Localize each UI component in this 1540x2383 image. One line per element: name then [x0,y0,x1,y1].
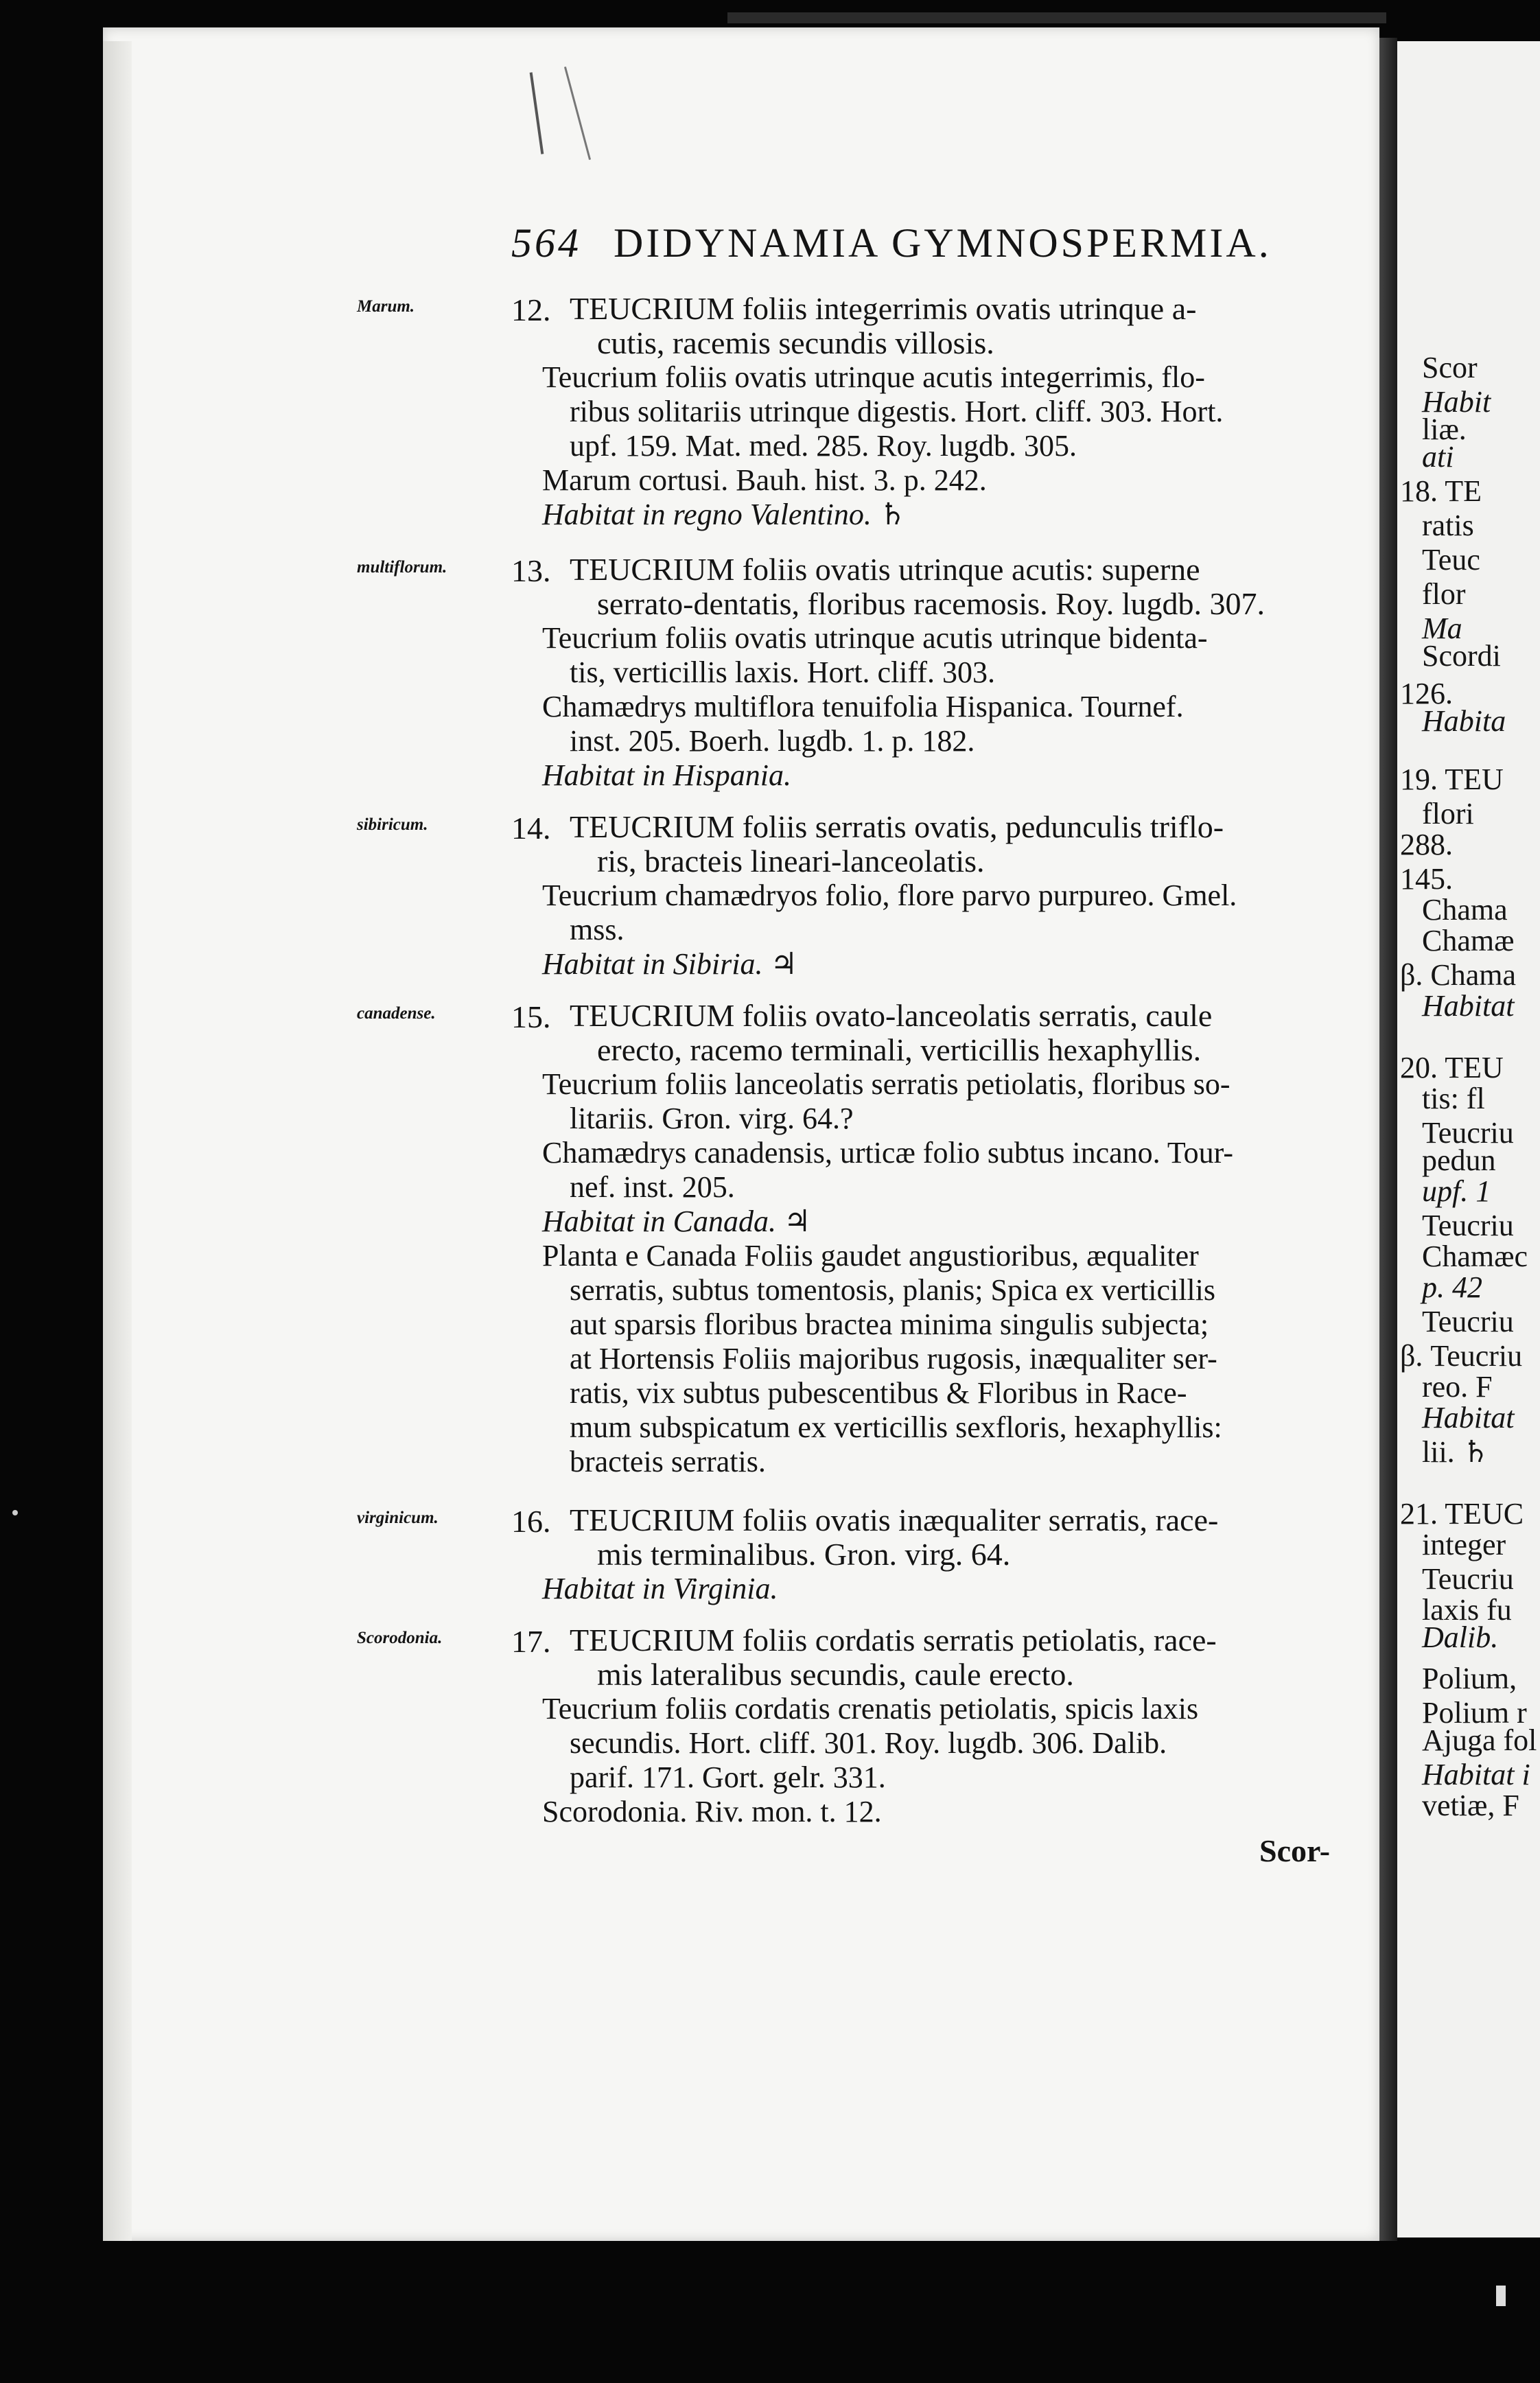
next-page-line: laxis fu [1422,1593,1512,1627]
entry-number: 13. [511,553,551,588]
next-page-line: Scordi [1422,639,1501,673]
running-head [511,220,1335,267]
next-page-line: Habitat [1422,1401,1515,1434]
margin-species-name: Marum. [357,297,415,316]
next-page-line: p. 42 [1422,1270,1482,1304]
next-page-line: Chamæc [1422,1240,1528,1273]
speck [12,1510,18,1515]
synonym-line: nef. inst. 205. [570,1170,735,1204]
diagnosis-line: ris, bracteis lineari-lanceolatis. [597,844,985,879]
next-page-line: Teucriu [1422,1562,1514,1596]
page-number: 564 [511,220,581,266]
next-page-line: 19. TEU [1400,763,1504,796]
next-page-line: β. Chama [1400,958,1517,992]
synonym-line: Scorodonia. Riv. mon. t. 12. [542,1795,882,1828]
synonym-line: at Hortensis Foliis majoribus rugosis, inæqualiter ser- [570,1342,1217,1375]
diagnosis-line: cutis, racemis secundis villosis. [597,325,994,360]
next-page-line: 126. [1400,677,1453,710]
next-page-line: vetiæ, F [1422,1789,1519,1822]
next-page-line: Dalib. [1422,1620,1499,1654]
speck [1496,2286,1506,2306]
next-page-line: Ma [1422,612,1462,645]
next-page-line: reo. F [1422,1370,1493,1404]
book-gutter [1379,38,1397,2241]
top-edge-strip [727,12,1386,23]
next-page-line: Teuc [1422,543,1480,577]
next-page-fragment [1397,41,1540,2237]
next-page-line: Scor [1422,351,1478,384]
entry-number: 15. [511,999,551,1034]
next-page-line: Teucriu [1422,1305,1514,1338]
synonym-line: Habitat in regno Valentino. ♄ [542,498,907,531]
next-page-line: Habitat [1422,989,1515,1023]
synonym-line: tis, verticillis laxis. Hort. cliff. 303. [570,655,995,689]
page-edge [103,41,132,2241]
entry-number: 12. [511,292,551,327]
synonym-line: bracteis serratis. [570,1445,766,1478]
next-page-line: Ajuga fol [1422,1723,1537,1757]
next-page-line: ratis [1422,509,1474,542]
entry-number: 17. [511,1624,551,1659]
synonym-line: Chamædrys multiflora tenuifolia Hispanica. Tournef. [542,690,1184,723]
next-page-line: Teucriu [1422,1209,1514,1242]
running-head-title: DIDYNAMIA GYMNOSPERMIA. [614,220,1272,266]
synonym-line: Teucrium foliis cordatis crenatis petiolatis, spicis laxis [542,1692,1199,1725]
diagnosis-line: erecto, racemo terminali, verticillis hexaphyllis. [597,1032,1202,1067]
next-page-line: Habitat i [1422,1758,1530,1791]
diagnosis-line: mis terminalibus. Gron. virg. 64. [597,1537,1011,1572]
margin-species-name: canadense. [357,1004,436,1023]
synonym-line: parif. 171. Gort. gelr. 331. [570,1760,886,1794]
synonym-line: inst. 205. Boerh. lugdb. 1. p. 182. [570,724,975,758]
diagnosis-line: mis lateralibus secundis, caule erecto. [597,1657,1074,1692]
synonym-line: secundis. Hort. cliff. 301. Roy. lugdb. 306. Dalib. [570,1726,1167,1760]
synonym-line: Habitat in Hispania. [542,758,792,792]
synonym-line: Habitat in Canada. ♃ [542,1205,811,1238]
synonym-line: aut sparsis floribus bractea minima singulis subjecta; [570,1307,1209,1341]
next-page-line: pedun [1422,1143,1496,1177]
synonym-line: Chamædrys canadensis, urticæ folio subtus incano. Tour- [542,1136,1234,1170]
synonym-line: Planta e Canada Foliis gaudet angustioribus, æqualiter [542,1239,1199,1272]
next-page-line: liæ. [1422,412,1467,446]
synonym-line: serratis, subtus tomentosis, planis; Spica ex verticillis [570,1273,1215,1307]
next-page-line: upf. 1 [1422,1174,1491,1208]
diagnosis-line: TEUCRIUM foliis integerrimis ovatis utrinque a- [570,291,1197,326]
synonym-line: mum subspicatum ex verticillis sexfloris, hexaphyllis: [570,1410,1222,1444]
margin-species-name: Scorodonia. [357,1629,443,1647]
synonym-line: Teucrium chamædryos folio, flore parvo purpureo. Gmel. [542,879,1237,912]
diagnosis-line: serrato-dentatis, floribus racemosis. Roy. lugdb. 307. [597,586,1265,621]
next-page-line: Polium r [1422,1696,1527,1730]
synonym-line: Teucrium foliis lanceolatis serratis petiolatis, floribus so- [542,1067,1230,1101]
next-page-line: Teucriu [1422,1116,1514,1150]
next-page-line: flori [1422,797,1474,830]
diagnosis-line: TEUCRIUM foliis ovatis utrinque acutis: superne [570,552,1200,587]
entry-number: 16. [511,1504,551,1539]
catchword: Scor- [1259,1833,1331,1868]
margin-species-name: multiflorum. [357,558,447,577]
next-page-line: 18. TE [1400,474,1482,508]
diagnosis-line: TEUCRIUM foliis ovatis inæqualiter serratis, race- [570,1502,1219,1537]
next-page-line: 21. TEUC [1400,1497,1524,1531]
next-page-line: integer [1422,1528,1506,1561]
next-page-line: Polium, [1422,1662,1517,1695]
margin-species-name: virginicum. [357,1509,439,1527]
entry-number: 14. [511,811,551,846]
synonym-line: litariis. Gron. virg. 64.? [570,1102,854,1135]
synonym-line: ribus solitariis utrinque digestis. Hort. cliff. 303. Hort. [570,395,1224,428]
next-page-line: 288. [1400,828,1453,861]
margin-species-name: sibiricum. [357,815,428,834]
synonym-line: upf. 159. Mat. med. 285. Roy. lugdb. 305. [570,429,1077,463]
next-page-line: 145. [1400,862,1453,896]
next-page-line: flor [1422,577,1466,611]
next-page-line: Chama [1422,893,1508,927]
next-page-line: Chamæ [1422,924,1515,957]
next-page-line: Habit [1422,385,1491,419]
next-page-line: ati [1422,440,1454,474]
next-page-line: tis: fl [1422,1082,1485,1115]
next-page-line: Habita [1422,704,1506,738]
synonym-line: ratis, vix subtus pubescentibus & Floribus in Race- [570,1376,1187,1410]
diagnosis-line: TEUCRIUM foliis ovato-lanceolatis serratis, caule [570,998,1213,1033]
diagnosis-line: TEUCRIUM foliis cordatis serratis petiolatis, race- [570,1623,1217,1658]
next-page-line: β. Teucriu [1400,1339,1523,1373]
next-page-line: 20. TEU [1400,1051,1504,1084]
synonym-line: Habitat in Virginia. [542,1572,778,1605]
synonym-line: Habitat in Sibiria. ♃ [542,947,797,981]
synonym-line: mss. [570,913,625,946]
synonym-line: Teucrium foliis ovatis utrinque acutis utrinque bidenta- [542,621,1208,655]
synonym-line: Marum cortusi. Bauh. hist. 3. p. 242. [542,463,987,497]
diagnosis-line: TEUCRIUM foliis serratis ovatis, pedunculis triflo- [570,809,1224,844]
next-page-line: lii. ♄ [1422,1435,1490,1469]
synonym-line: Teucrium foliis ovatis utrinque acutis integerrimis, flo- [542,360,1205,394]
